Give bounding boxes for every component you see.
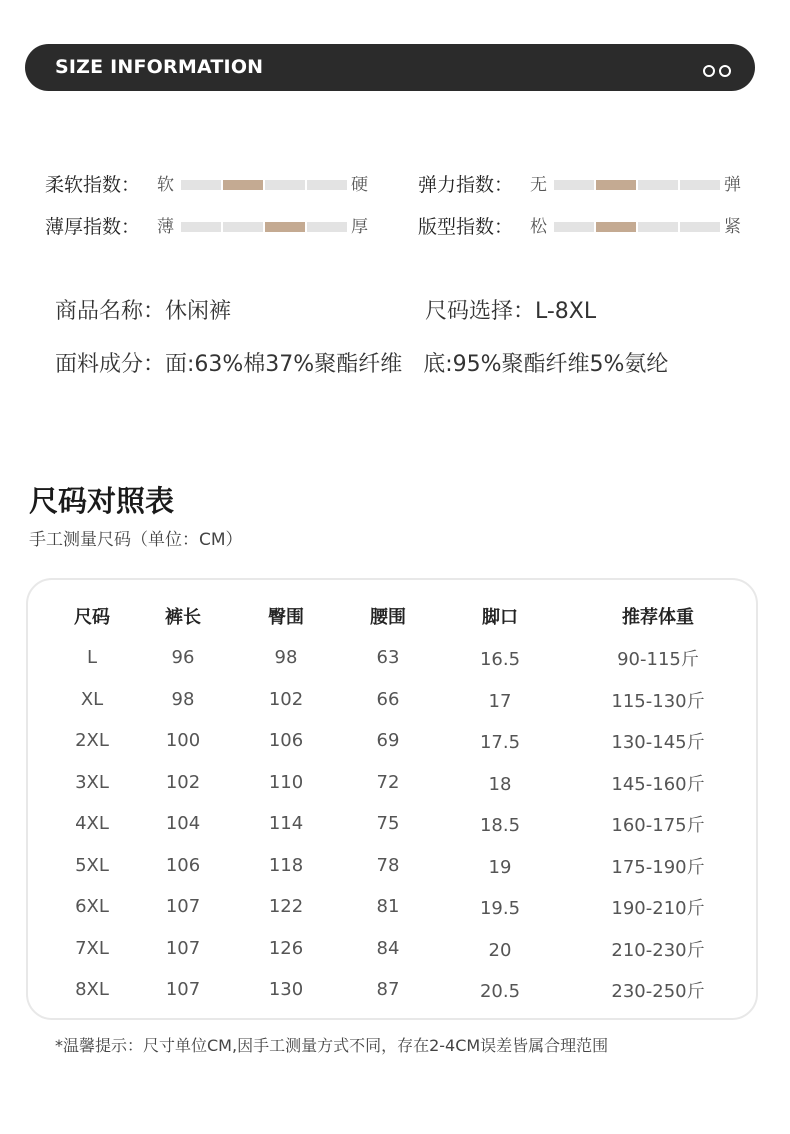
table-cell: 17	[488, 690, 512, 712]
table-cell: 145-160斤	[611, 773, 705, 795]
table-cell: 19	[488, 856, 512, 878]
table-header-cell: 裤长	[165, 607, 201, 628]
table-cell: 84	[376, 937, 400, 959]
header-title: SIZE INFORMATION	[55, 56, 264, 78]
index-low-label: 无	[530, 175, 547, 195]
table-cell: 66	[376, 688, 400, 710]
table-cell: 20	[488, 939, 512, 961]
table-cell: 78	[376, 854, 400, 876]
size-chart-title: 尺码对照表	[29, 484, 175, 518]
index-scale-segment	[223, 222, 263, 232]
index-label: 版型指数：	[418, 216, 514, 238]
index-scale-segment	[223, 180, 263, 190]
table-cell: L	[86, 647, 98, 668]
table-cell: 107	[165, 979, 201, 1000]
table-cell: 87	[376, 979, 400, 1000]
index-scale-segment	[554, 222, 594, 232]
table-cell: 100	[165, 730, 201, 751]
fabric-composition: 面料成分：面:63%棉37%聚酯纤维 底:95%聚酯纤维5%氨纶	[55, 352, 669, 377]
table-cell: 130	[268, 979, 304, 1000]
index-label: 柔软指数：	[45, 174, 141, 196]
index-scale-segment	[680, 180, 720, 190]
index-label: 薄厚指数：	[45, 216, 141, 238]
table-cell: 210-230斤	[611, 939, 705, 961]
table-cell: 110	[268, 771, 304, 793]
table-cell: 160-175斤	[611, 815, 705, 836]
index-row	[45, 170, 375, 200]
index-scale-segment	[596, 222, 636, 232]
index-scale-segment	[596, 180, 636, 190]
table-cell: 126	[268, 937, 304, 959]
table-cell: 6XL	[75, 896, 109, 917]
table-cell: 3XL	[75, 771, 109, 793]
table-cell: 130-145斤	[611, 732, 705, 753]
table-cell: 107	[165, 937, 201, 959]
table-header-cell: 臀围	[268, 607, 304, 628]
index-scale-segment	[638, 180, 678, 190]
table-cell: 122	[268, 896, 304, 917]
table-cell: 106	[165, 854, 201, 876]
table-cell: 7XL	[75, 937, 109, 959]
table-cell: 90-115斤	[617, 649, 699, 670]
table-cell: 106	[268, 730, 304, 751]
table-cell: 17.5	[479, 732, 521, 753]
table-cell: 102	[268, 688, 304, 710]
size-table	[26, 578, 758, 1020]
table-cell: 98	[171, 688, 195, 710]
table-cell: 19.5	[479, 898, 521, 919]
table-cell: 190-210斤	[611, 898, 705, 919]
footnote: *温馨提示：尺寸单位CM,因手工测量方式不同，存在2-4CM误差皆属合理范围	[55, 1036, 609, 1055]
table-cell: 102	[165, 771, 201, 793]
index-scale-segment	[307, 222, 347, 232]
product-name: 商品名称：休闲裤	[55, 299, 232, 324]
index-low-label: 软	[157, 175, 174, 195]
table-cell: 20.5	[479, 981, 521, 1002]
table-cell: 75	[376, 813, 400, 834]
table-header-cell: 腰围	[370, 607, 406, 628]
index-high-label: 紧	[724, 217, 741, 237]
index-row	[45, 212, 375, 242]
index-scale-segment	[638, 222, 678, 232]
index-scale-segment	[307, 180, 347, 190]
index-row	[418, 170, 748, 200]
table-cell: 8XL	[75, 979, 109, 1000]
table-cell: 18	[488, 773, 512, 795]
index-scale-segment	[265, 180, 305, 190]
table-cell: 2XL	[75, 730, 109, 751]
table-cell: 72	[376, 771, 400, 793]
index-high-label: 厚	[351, 217, 368, 237]
table-cell: 230-250斤	[611, 981, 705, 1002]
dots-icon	[699, 62, 731, 74]
header-bar	[25, 44, 755, 91]
index-scale-segment	[554, 180, 594, 190]
index-scale-segment	[181, 222, 221, 232]
index-low-label: 松	[530, 217, 547, 237]
table-cell: 104	[165, 813, 201, 834]
table-cell: 98	[274, 647, 298, 668]
size-select: 尺码选择：L-8XL	[425, 299, 597, 324]
index-scale-segment	[181, 180, 221, 190]
table-header-cell: 尺码	[74, 607, 110, 628]
table-cell: XL	[80, 688, 104, 710]
table-cell: 118	[268, 854, 304, 876]
size-chart-subtitle: 手工测量尺码（单位：CM）	[29, 530, 243, 550]
index-high-label: 硬	[351, 175, 368, 195]
table-cell: 107	[165, 896, 201, 917]
index-row	[418, 212, 748, 242]
index-high-label: 弹	[724, 175, 741, 195]
table-cell: 175-190斤	[611, 856, 705, 878]
table-cell: 16.5	[479, 649, 521, 670]
table-cell: 18.5	[479, 815, 521, 836]
table-header-cell: 脚口	[482, 607, 518, 628]
table-cell: 96	[171, 647, 195, 668]
index-low-label: 薄	[157, 217, 174, 237]
table-cell: 81	[376, 896, 400, 917]
index-scale-segment	[265, 222, 305, 232]
table-cell: 5XL	[75, 854, 109, 876]
table-cell: 114	[268, 813, 304, 834]
index-label: 弹力指数：	[418, 174, 514, 196]
index-scale-segment	[680, 222, 720, 232]
table-cell: 4XL	[75, 813, 109, 834]
table-header-cell: 推荐体重	[622, 607, 694, 628]
table-cell: 69	[376, 730, 400, 751]
table-cell: 63	[376, 647, 400, 668]
table-cell: 115-130斤	[611, 690, 705, 712]
